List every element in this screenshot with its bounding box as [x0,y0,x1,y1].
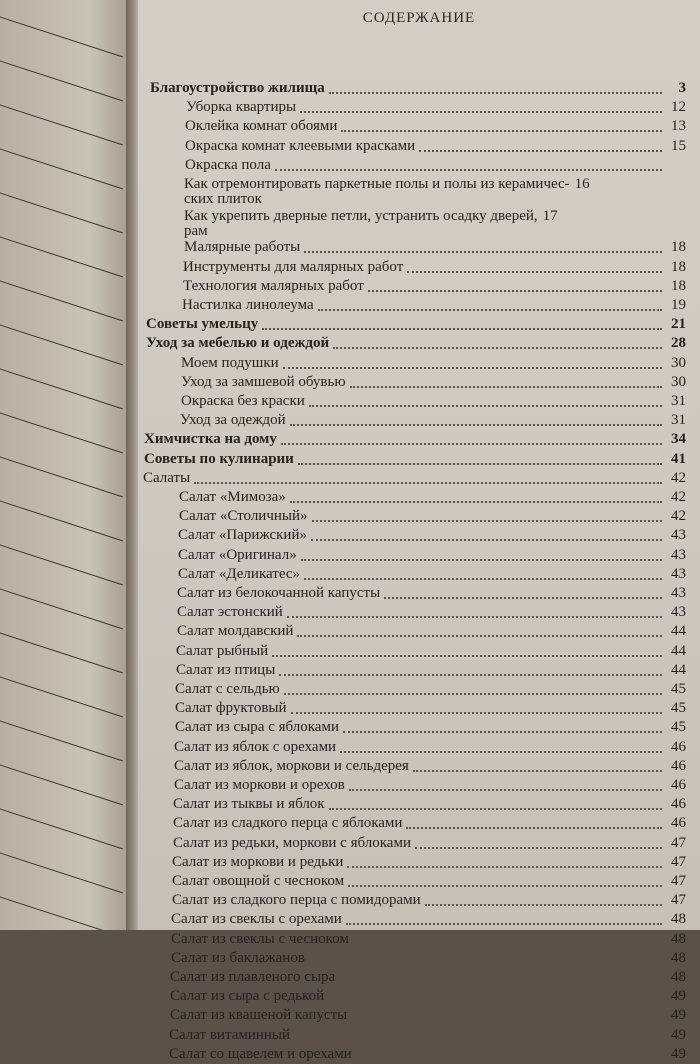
toc-entry [146,316,686,334]
toc-entry-continuation: рам [184,222,208,239]
toc-entry-page: 48 [671,968,686,985]
toc-entry [177,585,686,603]
leader-dots [309,954,662,964]
toc-entry-title: Салат «Парижский» [178,527,307,544]
toc-entry-title: Салат из квашеной капусты [170,1007,348,1024]
toc-entry-page: 46 [671,815,686,832]
leader-dots [348,877,662,887]
toc-entry-title: Салат из баклажанов [171,949,305,966]
leader-dots [312,512,662,522]
toc-entry-title: Салат витаминный [169,1026,291,1043]
ruled-line [0,626,123,673]
toc-entry [177,604,686,622]
toc-entry [173,815,686,833]
toc-entry [186,99,686,117]
toc-entry [185,118,686,136]
leader-dots [350,378,662,388]
leader-dots [347,858,662,868]
toc-entry [174,758,686,776]
toc-entry-page: 46 [671,757,686,774]
leader-dots [339,973,662,983]
leader-dots [304,243,662,253]
toc-entry [179,508,686,526]
toc-entry [176,662,686,680]
toc-entry [169,1046,686,1064]
toc-entry-page: 43 [671,584,686,601]
leader-dots [294,1031,662,1041]
toc-entry-page: 19 [671,296,686,313]
leader-dots [275,161,662,171]
toc-entry-page: 49 [671,1007,686,1024]
leader-dots [284,685,662,695]
toc-entry [172,873,686,891]
toc-entry [170,988,686,1006]
toc-entry [171,911,686,929]
toc-entry [144,451,686,469]
toc-entry-title: Салат из тыквы и яблок [173,796,325,813]
ruled-line [0,406,123,453]
toc-entry-title: Салат из свеклы с орехами [171,911,342,928]
leader-dots [415,839,662,849]
toc-entry [171,950,686,968]
toc-entry-page: 47 [671,853,686,870]
leader-dots [287,608,662,618]
ruled-line [0,846,123,893]
toc-entry-title: Советы умельцу [146,316,259,333]
toc-entry-title: Благоустройство жилища [150,80,325,96]
toc-entry-title: Советы по кулинарии [144,450,294,467]
toc-entry-title: Салат из яблок, моркови и сельдерея [174,757,409,774]
toc-entry-page: 3 [678,80,686,96]
toc-entry-title: Окраска без краски [181,392,305,409]
toc-entry-title: Химчистка на дому [144,431,277,448]
toc-entry-page: 43 [671,527,686,544]
toc-entry-title: Салат молдавский [177,623,294,640]
toc-entry [170,969,686,987]
ruled-line [0,494,123,541]
leader-dots [340,743,662,753]
toc-entry [174,777,686,795]
toc-entry-title: Салат из сладкого перца с яблоками [173,815,403,832]
leader-dots [328,992,662,1002]
toc-entry-title: Уход за одеждой [180,412,286,429]
toc-entry [185,138,686,156]
toc-entry-page: 48 [671,949,686,966]
toc-entry-page: 46 [671,738,686,755]
leader-dots [262,320,662,330]
toc-entry-title: Салат из сыра с яблоками [175,719,339,736]
toc-entry-title: Технология малярных работ [183,277,364,294]
toc-entry-page: 44 [671,661,686,678]
toc-entry-page: 16 [574,176,590,192]
toc-entry-page: 42 [671,488,686,505]
toc-entry-title: Салат из моркови и редьки [172,853,344,870]
toc-entry-continuation: ских плиток [184,191,262,208]
toc-entry [170,1007,686,1025]
toc-entry [144,431,686,449]
leader-dots [353,935,662,945]
leader-dots [290,416,662,426]
toc-entry [171,931,686,949]
toc-entry [185,157,686,175]
leader-dots [318,301,662,311]
toc-entry-page: 46 [671,776,686,793]
toc-entry-title: Салат из плавленого сыра [170,968,336,985]
toc-entry-title: Салат из свеклы с чесноком [171,930,349,947]
toc-entry-page: 42 [671,508,686,525]
ruled-line [0,318,123,365]
toc-entry-page: 47 [671,834,686,851]
toc-entry-page: 42 [671,469,686,486]
leader-dots [407,263,662,273]
leader-dots [368,282,662,292]
toc-entry [174,739,686,757]
ruled-line [0,274,123,321]
toc-entry [172,892,686,910]
toc-entry-page: 30 [671,354,686,371]
toc-entry-title: Салат с сельдью [175,680,280,697]
leader-dots [297,627,662,637]
leader-dots [300,103,662,113]
ruled-line [0,230,123,277]
toc-entry-page: 44 [671,623,686,640]
toc-entry-page: 34 [671,431,686,448]
toc-entry-title: Окраска комнат клеевыми красками [185,137,416,154]
toc-entry-page: 49 [671,1045,686,1062]
toc-entry-title: Уход за замшевой обувью [181,373,346,390]
toc-entry-title: Салат из яблок с орехами [174,738,337,755]
leader-dots [329,84,662,94]
leader-dots [406,819,662,829]
ruled-line [0,10,123,57]
toc-entry-page: 41 [671,450,686,467]
toc-entry-title: Салат «Мимоза» [179,488,286,505]
toc-entry-title: Салат овощной с чесноком [172,872,345,889]
toc-entry-page: 47 [671,872,686,889]
toc-entry [182,297,686,315]
ruled-line [0,890,123,930]
leader-dots [290,493,662,503]
toc-entry-page: 21 [671,316,686,333]
leader-dots [419,142,662,152]
toc-entry-page: 17 [542,207,558,224]
toc-entry-page: 31 [671,412,686,429]
toc-entry-title: Салат из белокочанной капусты [177,584,381,601]
toc-entry-page: 18 [671,277,686,294]
ruled-line [0,802,123,849]
leader-dots [333,339,662,349]
toc-entry-title: Настилка линолеума [182,296,314,313]
leader-dots [329,800,662,810]
ruled-line [0,670,123,717]
toc-entry-page: 43 [671,565,686,582]
toc-entry-title: Салаты [143,469,191,486]
toc-entry-title: Салат «Столичный» [179,508,308,525]
toc-entry-title: Салат из сладкого перца с помидорами [172,892,421,909]
toc-entry [173,835,686,853]
toc-entry-page: 18 [671,258,686,275]
toc-entry-title: Салат эстонский [177,604,283,621]
toc-entry-title: Салат из моркови и орехов [174,776,345,793]
toc-entry-title: Салат из птицы [176,661,276,678]
ruled-line [0,582,123,629]
leader-dots [272,647,662,657]
toc-entry-title: Салат из сыра с редькой [170,988,325,1005]
toc-entry-page: 45 [671,680,686,697]
leader-dots [351,1011,662,1021]
leader-dots [356,1050,662,1060]
toc-entry-page: 49 [671,988,686,1005]
toc-entry-title: Уход за мебелью и одеждой [146,335,330,352]
toc-entry-title: Салат со щавелем и орехами [169,1045,352,1062]
leader-dots [425,896,662,906]
leader-dots [283,359,662,369]
leader-dots [298,455,662,465]
leader-dots [291,704,662,714]
toc-entry-page: 45 [671,700,686,717]
leader-dots [341,122,662,132]
toc-entry-page: 47 [671,892,686,909]
toc-entry-page: 45 [671,719,686,736]
toc-entry [173,796,686,814]
toc-entry-title: Салат из редьки, моркови с яблоками [173,834,411,851]
toc-entry-page: 48 [671,911,686,928]
toc-entry [143,470,686,488]
toc-entry-title: Салат рыбный [176,642,269,659]
ruled-line [0,186,123,233]
toc-entry-title: Салат «Деликатес» [178,565,301,582]
toc-entry-title: Салат «Оригинал» [178,546,297,563]
toc-entry [178,547,686,565]
leader-dots [384,589,662,599]
leader-dots [413,762,662,772]
toc-entry [181,355,686,373]
toc-entry [175,681,686,699]
toc-entry-page: 44 [671,642,686,659]
page-title: СОДЕРЖАНИЕ [362,10,476,26]
ruled-line [0,142,123,189]
toc-entry-title: Оклейка комнат обоями [185,118,338,135]
toc-entry [177,623,686,641]
toc-entry [181,374,686,392]
ruled-line [0,54,123,101]
toc-entry-title: Уборка квартиры [186,99,297,116]
leader-dots [309,397,662,407]
toc-entry-title: Как укрепить дверные петли, устранить осадку дверей, [184,207,538,224]
toc-entry [175,719,686,737]
toc-entry-page: 12 [671,99,686,116]
leader-dots [301,551,662,561]
toc-entry-page: 48 [671,930,686,947]
toc-entry-page: 49 [671,1026,686,1043]
toc-entry-page: 30 [671,373,686,390]
toc-entry [178,527,686,545]
toc-entry-page: 18 [671,239,686,256]
toc-entry-page: 46 [671,796,686,813]
ruled-line [0,538,123,585]
toc-entry-title: Салат фруктовый [175,700,287,717]
toc-entry-title: Окраска пола [185,156,271,173]
toc-entry-title: Инструменты для малярных работ [183,258,404,275]
toc-entry-title: Как отремонтировать паркетные полы и полы из керамичес- [184,176,570,192]
toc-entry [178,566,686,584]
toc-entry-page: 43 [671,604,686,621]
toc-entry [184,239,686,257]
toc-entry-title: Малярные работы [184,239,301,256]
contents-page [138,0,700,1062]
leader-dots [343,723,662,733]
leader-dots [279,666,662,676]
leader-dots [281,435,662,445]
toc-entry [180,412,686,430]
toc-entry [176,643,686,661]
toc-entry-page: 43 [671,546,686,563]
toc-entry [181,393,686,411]
toc-entry-title: Моем подушки [181,354,279,371]
leader-dots [304,570,662,580]
toc-entry [179,489,686,507]
ruled-line [0,714,123,761]
toc-entry [183,278,686,296]
toc-entry-page: 13 [671,118,686,135]
ruled-line [0,98,123,145]
leader-dots [194,474,662,484]
toc-entry [183,259,686,277]
facing-page [0,0,128,930]
toc-entry [169,1027,686,1045]
leader-dots [311,531,662,541]
toc-entry [146,335,686,353]
toc-entry [150,80,686,98]
leader-dots [346,915,662,925]
ruled-line [0,362,123,409]
toc-entry-page: 31 [671,392,686,409]
toc-entry-page: 28 [671,335,686,352]
leader-dots [349,781,662,791]
toc-entry [175,700,686,718]
ruled-line [0,450,123,497]
toc-entry [184,208,686,226]
ruled-line [0,758,123,805]
toc-entry-page: 15 [671,137,686,154]
toc-entry [172,854,686,872]
